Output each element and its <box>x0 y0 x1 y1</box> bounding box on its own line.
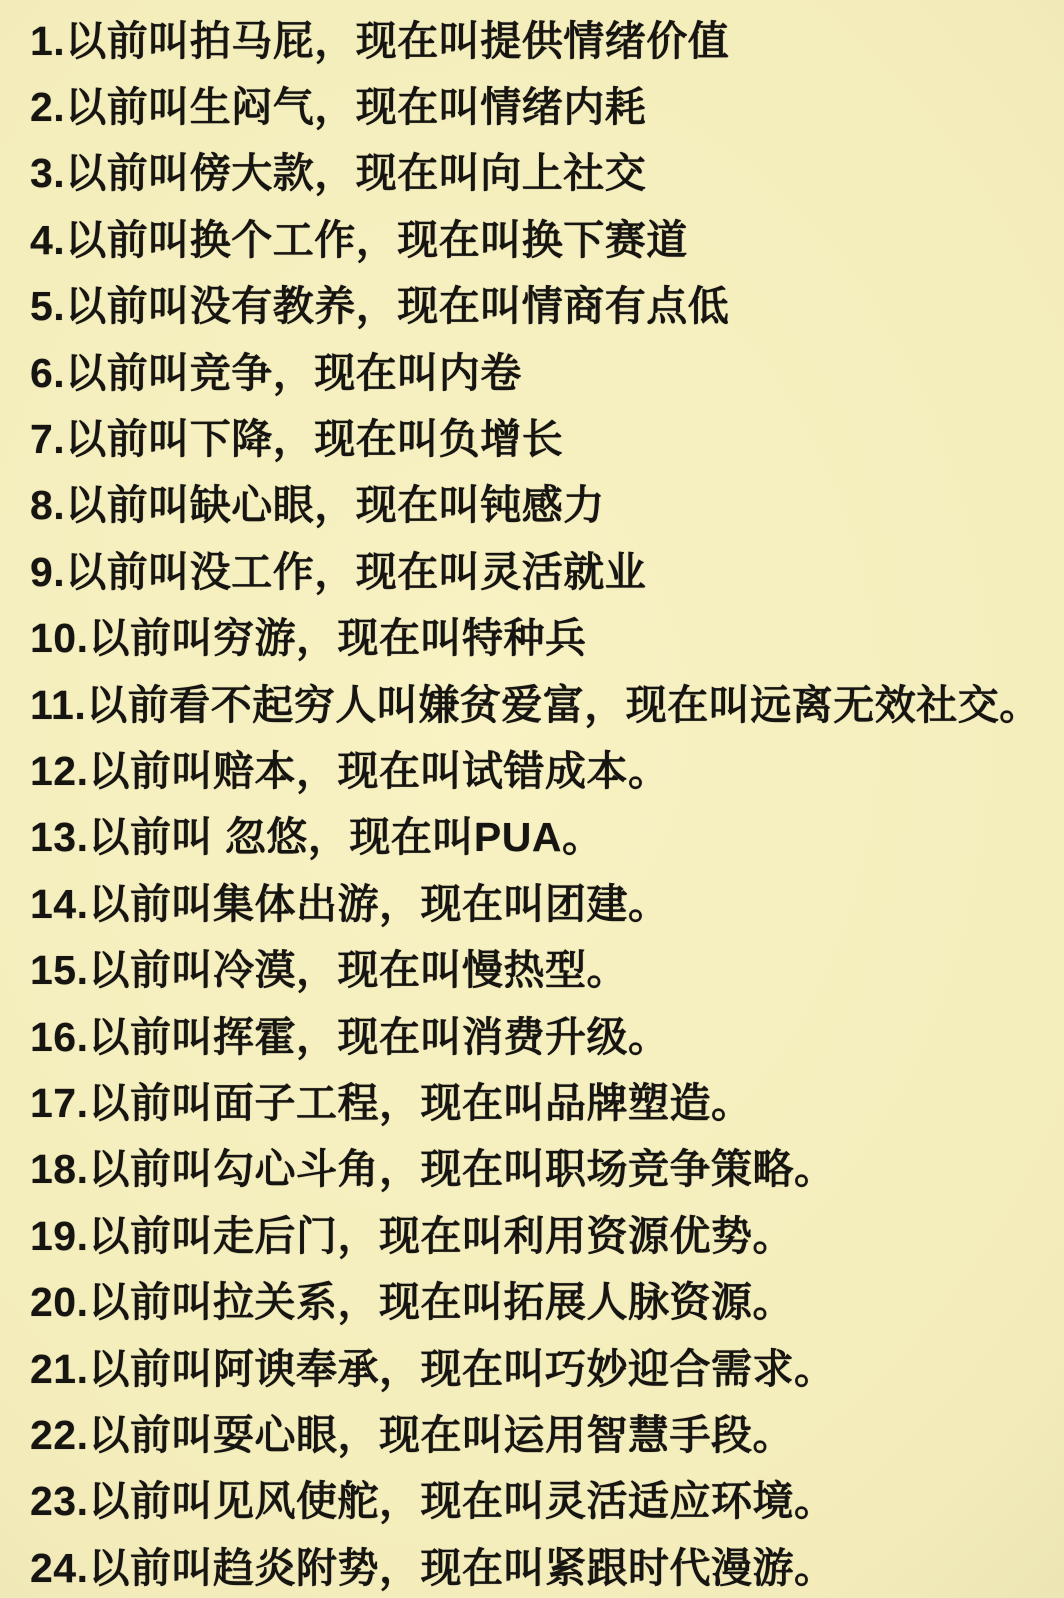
list-item: 23.以前叫见风使舵，现在叫灵活适应环境。 <box>30 1478 836 1525</box>
list-item: 14.以前叫集体出游，现在叫团建。 <box>30 880 670 927</box>
list-item: 16.以前叫挥霍，现在叫消费升级。 <box>30 1013 670 1060</box>
list-item: 4.以前叫换个工作，现在叫换下赛道 <box>30 216 688 263</box>
list-item: 2.以前叫生闷气，现在叫情绪内耗 <box>30 84 647 131</box>
list-item: 18.以前叫勾心斗角，现在叫职场竞争策略。 <box>30 1146 836 1193</box>
list-item: 22.以前叫耍心眼，现在叫运用智慧手段。 <box>30 1411 794 1458</box>
list-item: 6.以前叫竞争，现在叫内卷 <box>30 349 522 396</box>
list-item: 15.以前叫冷漠，现在叫慢热型。 <box>30 947 628 994</box>
list-item: 24.以前叫趋炎附势，现在叫紧跟时代漫游。 <box>30 1544 836 1591</box>
list-item: 10.以前叫穷游，现在叫特种兵 <box>30 615 587 662</box>
list-item: 11.以前看不起穷人叫嫌贫爱富，现在叫远离无效社交。 <box>30 681 1041 728</box>
list-item: 17.以前叫面子工程，现在叫品牌塑造。 <box>30 1079 753 1126</box>
list-item: 13.以前叫 忽悠，现在叫PUA。 <box>30 814 604 861</box>
list-item: 1.以前叫拍马屁，现在叫提供情绪价值 <box>30 17 730 64</box>
list-item: 19.以前叫走后门，现在叫利用资源优势。 <box>30 1212 794 1259</box>
list-item: 8.以前叫缺心眼，现在叫钝感力 <box>30 482 605 529</box>
list-item: 5.以前叫没有教养，现在叫情商有点低 <box>30 283 730 330</box>
list-item: 21.以前叫阿谀奉承，现在叫巧妙迎合需求。 <box>30 1345 836 1392</box>
list-item: 7.以前叫下降，现在叫负增长 <box>30 416 564 463</box>
list-item: 3.以前叫傍大款，现在叫向上社交 <box>30 150 647 197</box>
list-item: 20.以前叫拉关系，现在叫拓展人脉资源。 <box>30 1279 794 1326</box>
list-item: 12.以前叫赔本，现在叫试错成本。 <box>30 747 670 794</box>
list-item: 9.以前叫没工作，现在叫灵活就业 <box>30 548 647 595</box>
